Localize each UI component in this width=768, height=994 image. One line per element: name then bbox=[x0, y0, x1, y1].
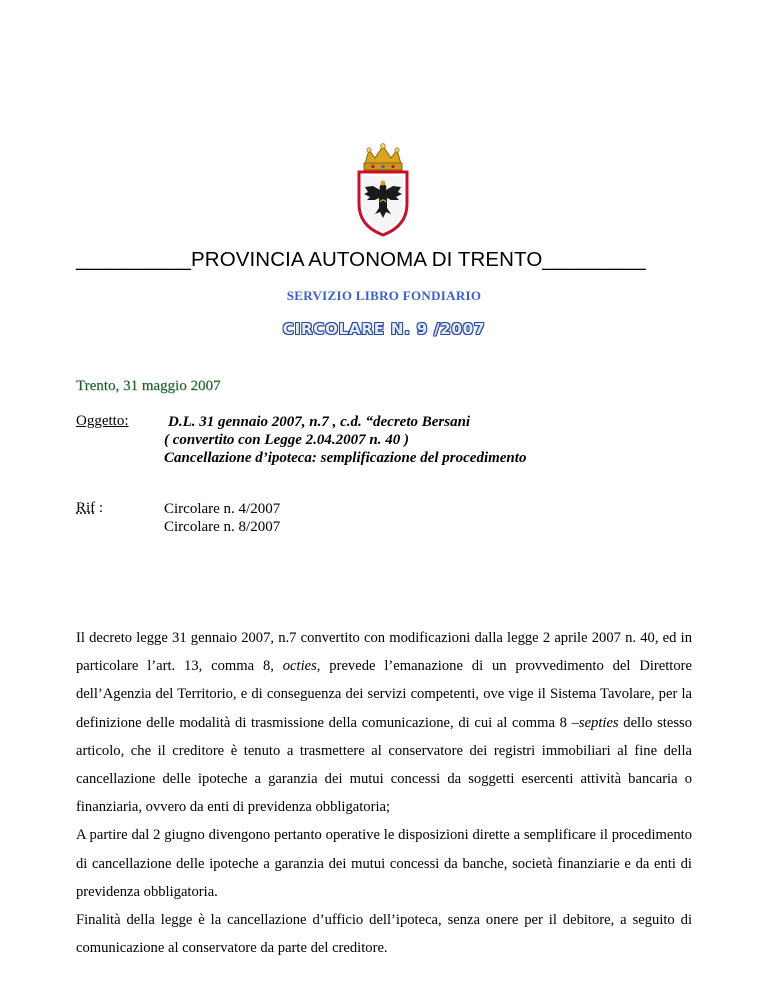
oggetto-line-3: Cancellazione d’ipoteca: semplificazione del procedimento bbox=[164, 450, 527, 466]
p1-septies: septies bbox=[578, 714, 619, 731]
institution-heading: __________PROVINCIA AUTONOMA DI TRENTO_________ bbox=[76, 248, 646, 271]
body-text bbox=[76, 624, 692, 962]
oggetto-label: Oggetto: bbox=[76, 413, 129, 429]
oggetto-line-1: D.L. 31 gennaio 2007, n.7 , c.d. “decreto Bersani bbox=[168, 414, 471, 430]
rif-label bbox=[76, 500, 103, 517]
service-name: SERVIZIO LIBRO FONDIARIO bbox=[286, 288, 482, 303]
rif-line-2: Circolare n. 8/2007 bbox=[164, 519, 281, 535]
rif-label-text: Rif bbox=[76, 500, 96, 516]
rif-line-1: Circolare n. 4/2007 bbox=[164, 501, 281, 517]
rif-content bbox=[164, 500, 280, 536]
oggetto-line-2: ( convertito con Legge 2.04.2007 n. 40 ) bbox=[164, 432, 409, 448]
circolare-number: CIRCOLARE N. 9 /2007 bbox=[282, 320, 486, 338]
p1-part-3: dello stesso articolo, che il creditore è tenuto a trasmettere al conservatore dei registri immobiliari al fine della cancellazione delle ipoteche a garanzia dei mutui concessi da soggetti esercenti attività bancaria o finanziaria, ovvero da enti di previdenza obbligatoria; bbox=[76, 714, 692, 816]
paragraph-2: A partire dal 2 giugno divengono pertanto operative le disposizioni dirette a semplificare il procedimento di cancellazione delle ipoteche a garanzia dei mutui concessi da banche, società finanziarie e da enti di previdenza obbligatoria. bbox=[76, 827, 692, 900]
trentino-coat-of-arms-emblem bbox=[351, 142, 415, 238]
document-date: Trento, 31 maggio 2007 bbox=[76, 378, 221, 394]
paragraph-1 bbox=[76, 624, 692, 821]
rif-label-suffix: : bbox=[95, 500, 104, 516]
crown-icon bbox=[364, 144, 402, 170]
p1-part-2: , prevede l’emanazione di un provvedimento del Direttore dell’Agenzia del Territorio, e di conseguenza dei servizi competenti, ove vige il Sistema Tavolare, per la definizione delle modalità di trasmissione della comunicazione, di cui al comma 8 – bbox=[76, 658, 692, 731]
paragraph-3: Finalità della legge è la cancellazione d’ufficio dell’ipoteca, senza onere per il debitore, a seguito di comunicazione al conservatore da parte del creditore. bbox=[76, 912, 692, 957]
p1-octies: octies bbox=[282, 658, 317, 675]
oggetto-content bbox=[164, 413, 526, 467]
p1-part-1: Il decreto legge 31 gennaio 2007, n.7 convertito con modificazioni dalla legge 2 aprile 2007 n. 40, ed in particolare l’art. 13, comma 8, bbox=[76, 630, 692, 675]
